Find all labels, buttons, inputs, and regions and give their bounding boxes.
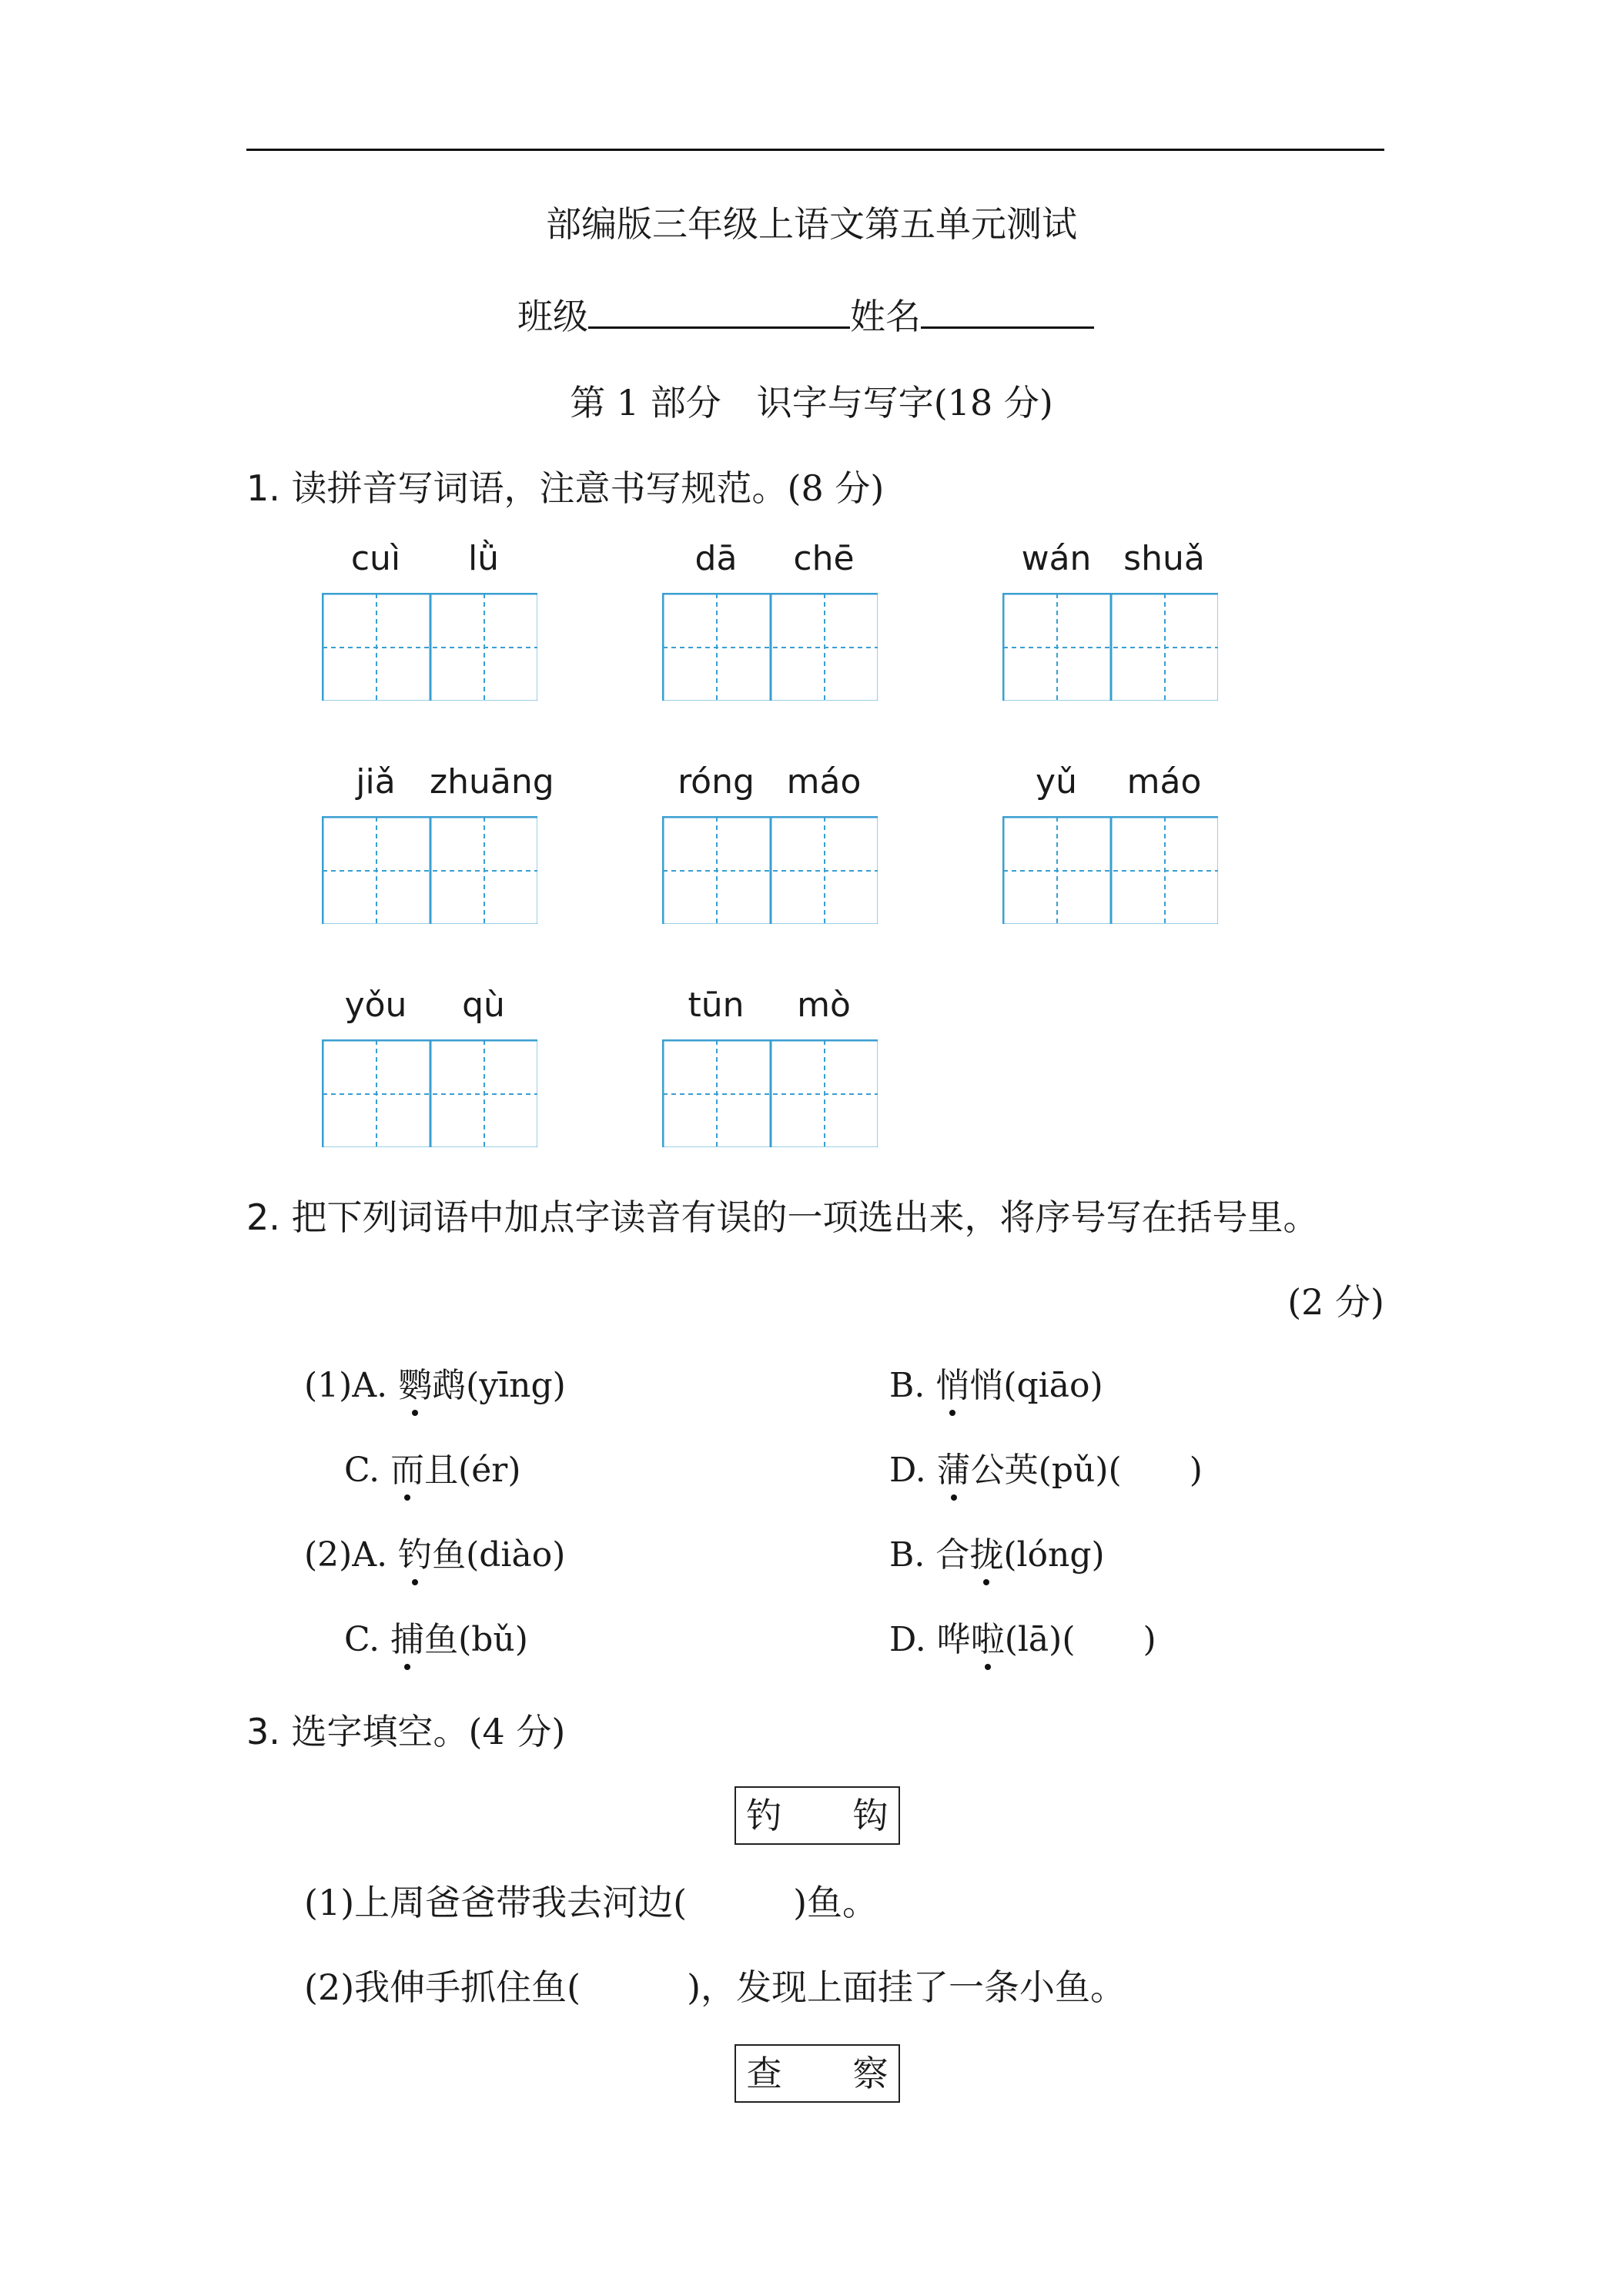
q2-2-option-c[interactable] (344, 1612, 528, 1661)
option-label: C. (344, 1451, 391, 1490)
writing-grid[interactable] (322, 593, 537, 701)
option-label: (2)A. (304, 1535, 399, 1575)
q3-number: 3. (246, 1711, 280, 1752)
part1-title: 第 1 部分 识字与写字(18 分) (570, 382, 1053, 423)
option-label: C. (344, 1620, 391, 1659)
pinyin-label: róng (678, 762, 755, 802)
pinyin-label: yǔ (1036, 762, 1077, 802)
dotted-char: 捕 (390, 1612, 424, 1661)
writing-grid[interactable] (662, 593, 878, 701)
q1-text: 读拼音写词语，注意书写规范。(8 分) (291, 467, 885, 509)
pinyin-label: máo (786, 762, 862, 802)
pinyin-label: mò (797, 986, 851, 1025)
q3-option-box-2: 查 察 (735, 2044, 900, 2103)
pinyin-label: máo (1126, 762, 1202, 802)
pinyin-label: tūn (688, 986, 745, 1025)
q3-text: 选字填空。(4 分) (291, 1711, 566, 1752)
writing-grid[interactable] (1002, 593, 1218, 701)
pinyin-label: dā (694, 539, 738, 578)
name-label: 姓名 (850, 296, 921, 337)
q2-1-option-d[interactable] (889, 1442, 1203, 1491)
class-field[interactable] (588, 293, 850, 329)
q2-2-option-a[interactable] (304, 1527, 565, 1576)
dotted-char: 而 (390, 1442, 424, 1491)
writing-grid[interactable] (662, 1039, 878, 1147)
pinyin-label: qù (462, 986, 505, 1025)
writing-grid[interactable] (322, 816, 537, 924)
name-field[interactable] (921, 293, 1094, 329)
pinyin-label: lǜ (467, 539, 500, 578)
q3-sentence-1[interactable]: (1)上周爸爸带我去河边( )鱼。 (304, 1882, 878, 1923)
q1-prompt (246, 460, 884, 511)
q2-1-option-a[interactable] (304, 1357, 566, 1407)
top-rule (246, 149, 1384, 151)
pinyin-label: shuǎ (1123, 539, 1205, 578)
class-label: 班级 (517, 296, 588, 337)
q2-text: 把下列词语中加点字读音有误的一项选出来，将序号写在括号里。 (291, 1197, 1319, 1238)
q2-2-option-b[interactable] (889, 1527, 1105, 1576)
writing-grid[interactable] (1002, 816, 1218, 924)
pinyin-label: cuì (350, 539, 401, 578)
option-text: 公英(pǔ)( ) (970, 1451, 1203, 1490)
dotted-char: 啦 (971, 1612, 1005, 1661)
q3-sentence-2[interactable]: (2)我伸手抓住鱼( )，发现上面挂了一条小鱼。 (304, 1966, 1126, 2008)
option-label: B. (889, 1366, 936, 1405)
option-text: 悄(qiāo) (969, 1366, 1103, 1405)
q2-prompt (246, 1190, 1319, 1240)
q2-score: (2 分) (1287, 1281, 1384, 1323)
class-name-line (517, 289, 1094, 340)
writing-grid[interactable] (322, 1039, 537, 1147)
option-text: 鱼(bǔ) (424, 1620, 528, 1659)
q3-prompt (246, 1704, 565, 1755)
option-label: B. 合 (889, 1535, 970, 1575)
pinyin-label: zhuāng (430, 762, 554, 802)
option-label: D. 哗 (889, 1620, 971, 1659)
page-title: 部编版三年级上语文第五单元测试 (546, 203, 1077, 245)
option-label: (1)A. (304, 1366, 399, 1405)
option-text: 鱼(diào) (432, 1535, 566, 1575)
pinyin-label: jiǎ (356, 762, 396, 802)
writing-grid[interactable] (662, 816, 878, 924)
q3-option-box-1: 钓 钩 (735, 1786, 900, 1845)
option-label: D. (889, 1451, 937, 1490)
dotted-char: 拢 (969, 1527, 1003, 1576)
dotted-char: 鹦 (398, 1357, 432, 1407)
q2-1-option-c[interactable] (344, 1442, 520, 1491)
q2-number: 2. (246, 1197, 280, 1238)
q2-2-option-d[interactable] (889, 1612, 1156, 1661)
option-text: 且(ér) (424, 1451, 521, 1490)
dotted-char: 钓 (398, 1527, 432, 1576)
pinyin-label: wán (1021, 539, 1092, 578)
dotted-char: 蒲 (937, 1442, 971, 1491)
option-text: 鹉(yīng) (432, 1366, 566, 1405)
pinyin-label: chē (793, 539, 855, 578)
option-text: (lóng) (1003, 1535, 1105, 1575)
dotted-char: 悄 (935, 1357, 969, 1407)
option-text: (lā)( ) (1004, 1620, 1156, 1659)
q2-1-option-b[interactable] (889, 1357, 1103, 1407)
q1-number: 1. (246, 467, 280, 509)
pinyin-label: yǒu (344, 986, 407, 1025)
